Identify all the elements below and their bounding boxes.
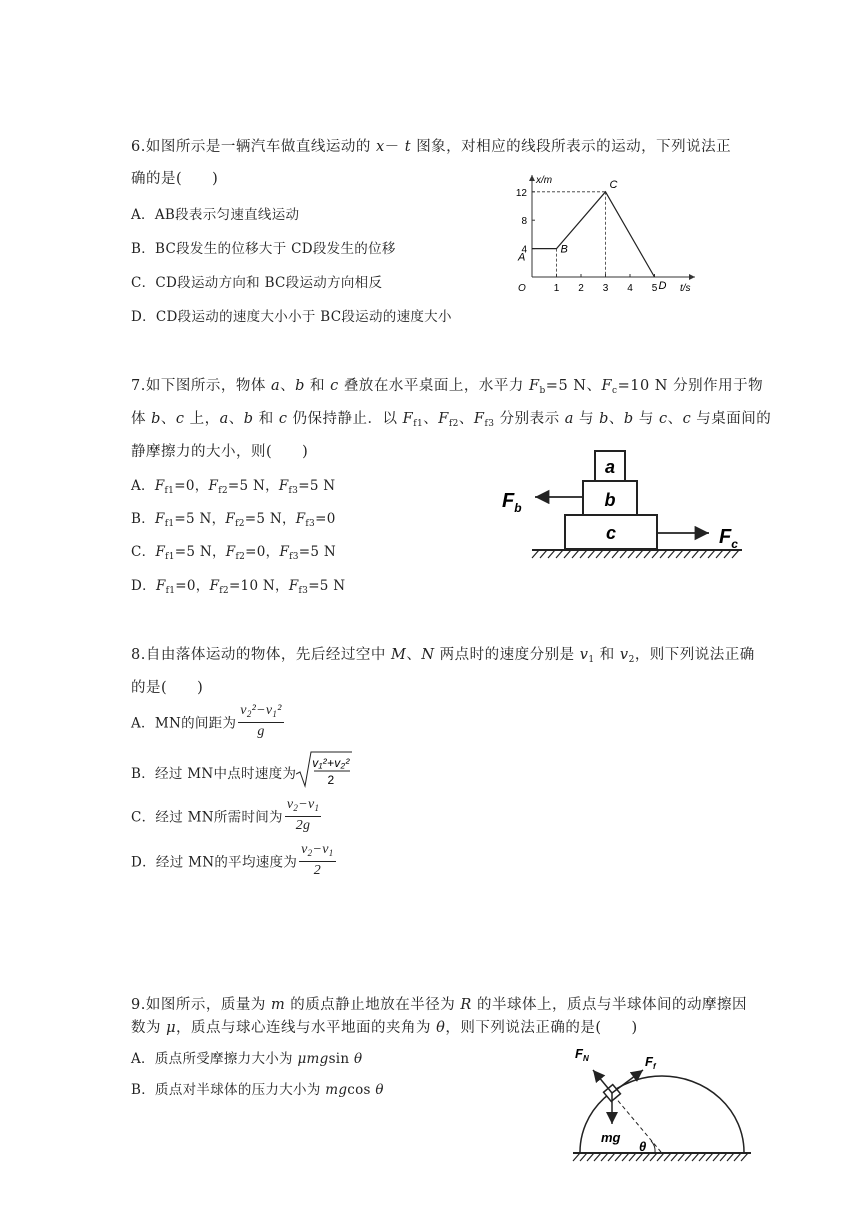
normal-force-arrow bbox=[593, 1070, 612, 1093]
friction-force-arrow bbox=[612, 1070, 643, 1093]
q6-option-a: A．AB段表示匀速直线运动 bbox=[131, 207, 300, 223]
force-fb-label: $F_b$ bbox=[502, 490, 522, 515]
q7-blocks-figure bbox=[497, 447, 767, 572]
q8-option-b: B．经过 MN中点时速度为 v₁²+v₂² 2 bbox=[131, 750, 352, 794]
q8-d-fraction: $\frac{v_2-v_1}{2}$ bbox=[301, 842, 334, 878]
point-label-d: D bbox=[658, 280, 667, 292]
q6-option-c: C．CD段运动方向和 BC段运动方向相反 bbox=[131, 275, 383, 291]
xt-line bbox=[532, 192, 655, 277]
q8-option-a: A．MN的间距为 $\frac{v_2^2-v_1^2}{g}$ bbox=[131, 703, 282, 739]
svg-text:v₁²+v₂²: v₁²+v₂² bbox=[312, 756, 350, 770]
sqrt-icon bbox=[296, 750, 352, 794]
q9-stem-line-1: 9.如图所示，质量为 m 的质点静止地放在半径为 R 的半球体上，质点与半球体间的动摩擦因 bbox=[131, 997, 747, 1013]
q8-option-c: C．经过 MN所需时间为 $\frac{v_2-v_1}{2g}$ bbox=[131, 797, 320, 833]
point-label-a: A bbox=[518, 251, 526, 264]
x-tick-label: 3 bbox=[602, 283, 609, 294]
q6-stem-line-2: 确的是( ) bbox=[131, 171, 219, 187]
q7-option-b: B．$F_{f1}=5$ N，$F_{f2}=5$ N，$F_{f3}=0$ bbox=[131, 511, 336, 529]
normal-force-label: $F_N$ bbox=[575, 1046, 589, 1063]
y-tick-label: 4 bbox=[521, 244, 527, 256]
q7-option-a: A．$F_{f1}=0$，$F_{f2}=5$ N，$F_{f3}=5$ N bbox=[131, 478, 336, 496]
angle-label: θ bbox=[639, 1139, 647, 1154]
gravity-label: mg bbox=[601, 1130, 621, 1145]
point-label-c: C bbox=[609, 178, 618, 191]
block-a-label: a bbox=[604, 457, 616, 477]
q8-stem-line-1: 8.自由落体运动的物体，先后经过空中 M、N 两点时的速度分别是 $v_1$ 和 $v_2$，则下列说法正确 bbox=[131, 647, 755, 665]
force-fc-label: $F_c$ bbox=[719, 526, 738, 551]
x-axis-label: t/s bbox=[680, 283, 691, 294]
q7-stem-line-1: 7.如下图所示，物体 a、b 和 c 叠放在水平桌面上，水平力 $F_b=5$ N、$F_c=10$ N 分别作用于物 bbox=[131, 378, 764, 396]
origin-label: O bbox=[518, 283, 526, 294]
q6-option-b: B．BC段发生的位移大于 CD段发生的位移 bbox=[131, 241, 396, 257]
point-label-b: B bbox=[560, 243, 568, 256]
block-c-label: c bbox=[605, 523, 617, 543]
x-tick-label: 5 bbox=[651, 283, 658, 294]
x-tick-label: 4 bbox=[627, 283, 633, 294]
y-tick-label: 12 bbox=[515, 187, 527, 199]
q8-option-d: D．经过 MN的平均速度为 $\frac{v_2-v_1}{2}$ bbox=[131, 842, 334, 878]
q9-option-a: A．质点所受摩擦力大小为 μmgsin θ bbox=[131, 1051, 363, 1067]
block-b-label: b bbox=[604, 490, 616, 510]
q6-stem-line-1: 6.如图所示是一辆汽车做直线运动的 x－ t 图象，对相应的线段所表示的运动，下列说法正 bbox=[131, 139, 732, 155]
q9-hemisphere-figure bbox=[565, 1036, 755, 1166]
q6-option-d: D．CD段运动的速度大小小于 BC段运动的速度大小 bbox=[131, 309, 452, 325]
q7-option-d: D．$F_{f1}=0$，$F_{f2}=10$ N，$F_{f3}=5$ N bbox=[131, 578, 346, 596]
q7-stem-line-2: 体 b、c 上，a、b 和 c 仍保持静止．以 $F_{f1}$、$F_{f2}$、$F_{f3}$ 分别表示 a 与 b、b 与 c、c 与桌面间的 bbox=[131, 411, 772, 429]
y-axis-label: x/m bbox=[536, 175, 553, 186]
svg-text:2: 2 bbox=[327, 773, 335, 787]
x-tick-label: 2 bbox=[578, 283, 584, 294]
x-tick-label: 1 bbox=[553, 283, 560, 294]
q9-option-b: B．质点对半球体的压力大小为 mgcos θ bbox=[131, 1082, 384, 1098]
q6-xt-graph bbox=[510, 170, 710, 300]
q7-stem-line-3: 静摩擦力的大小，则( ) bbox=[131, 444, 309, 460]
q9-stem-line-2: 数为 μ，质点与球心连线与水平地面的夹角为 θ，则下列说法正确的是( ) bbox=[131, 1020, 638, 1036]
q7-option-c: C．$F_{f1}=5$ N，$F_{f2}=0$，$F_{f3}=5$ N bbox=[131, 544, 337, 562]
angle-arc bbox=[651, 1141, 655, 1152]
q8-a-fraction: $\frac{v_2^2-v_1^2}{g}$ bbox=[240, 703, 282, 739]
friction-force-label: $F_f$ bbox=[645, 1054, 656, 1071]
y-tick-label: 8 bbox=[521, 216, 527, 228]
q8-stem-line-2: 的是( ) bbox=[131, 680, 204, 696]
q8-c-fraction: $\frac{v_2-v_1}{2g}$ bbox=[286, 797, 320, 833]
